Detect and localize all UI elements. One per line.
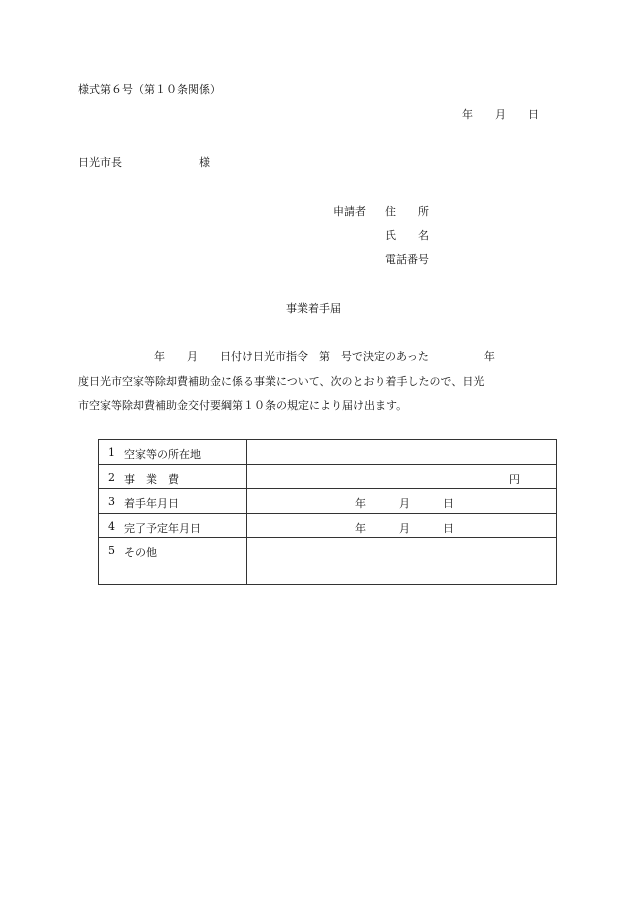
row-number: 5 (108, 544, 115, 557)
body-line-1: 年 月 日付け日光市指令 第 号で決定のあった 年 (154, 350, 495, 363)
table-row-other (99, 538, 556, 584)
row-label-location: 空家等の所在地 (124, 448, 201, 461)
row-label-start-date: 着手年月日 (124, 497, 179, 510)
submission-date: 年 月 日 (462, 108, 539, 121)
form-number: 様式第６号（第１０条関係） (78, 83, 221, 96)
notification-table (98, 439, 557, 585)
body-line-2: 度日光市空家等除却費補助金に係る事業について、次のとおり着手したので、日光 (78, 375, 485, 388)
addressee: 日光市長 様 (78, 156, 210, 169)
start-date-value: 年 月 日 (355, 497, 454, 510)
row-label-completion-date: 完了予定年月日 (124, 522, 201, 535)
row-number: 3 (108, 495, 115, 508)
completion-date-value: 年 月 日 (355, 522, 454, 535)
row-label-other: その他 (124, 546, 157, 559)
applicant-title: 申請者 (333, 205, 366, 218)
row-number: 4 (108, 520, 115, 533)
applicant-name-label: 氏 名 (385, 229, 429, 242)
body-line-3: 市空家等除却費補助金交付要綱第１０条の規定により届け出ます。 (78, 399, 408, 412)
table-row-cost (99, 465, 556, 489)
row-number: 1 (108, 446, 115, 459)
table-row-completion-date (99, 514, 556, 538)
table-row-start-date (99, 489, 556, 514)
applicant-phone-label: 電話番号 (385, 253, 429, 266)
row-number: 2 (108, 471, 115, 484)
document-title: 事業着手届 (286, 302, 341, 315)
cost-yen-unit: 円 (509, 473, 520, 486)
applicant-address-label: 住 所 (385, 205, 429, 218)
table-row-location (99, 440, 556, 465)
row-label-cost: 事 業 費 (124, 473, 179, 486)
